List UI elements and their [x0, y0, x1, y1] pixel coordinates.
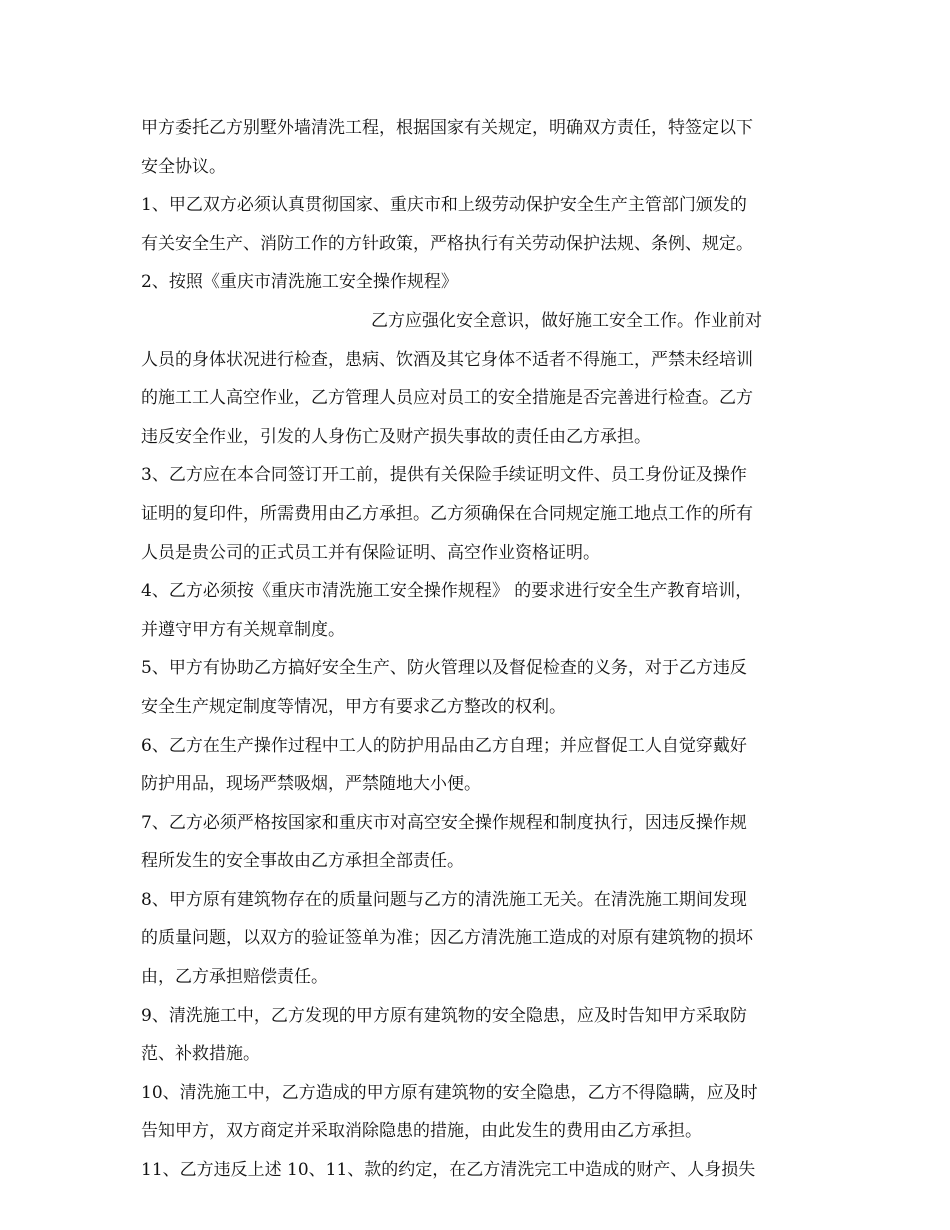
- text-line: 安全协议。: [141, 156, 226, 177]
- clause-7-line: 7、乙方必须严格按国家和重庆市对高空安全操作规程和制度执行，因违反操作规: [141, 812, 747, 833]
- text-line: 范、补救措施。: [141, 1044, 260, 1065]
- text-line: 违反安全作业，引发的人身伤亡及财产损失事故的责任由乙方承担。: [141, 426, 651, 447]
- text-line: 程所发生的安全事故由乙方承担全部责任。: [141, 851, 464, 872]
- text-line: 甲方委托乙方别墅外墙清洗工程，根据国家有关规定，明确双方责任，特签定以下: [141, 118, 753, 138]
- clause-4-line: 4、乙方必须按《重庆市清洗施工安全操作规程》 的要求进行安全生产教育培训，: [141, 581, 753, 602]
- clause-6-line: 6、乙方在生产操作过程中工人的防护用品由乙方自理；并应督促工人自觉穿戴好: [141, 735, 747, 756]
- agreement-body: [141, 109, 811, 1190]
- clause-5-line: 5、甲方有协助乙方搞好安全生产、防火管理以及督促检查的义务，对于乙方违反: [141, 658, 747, 679]
- text-line: 的施工工人高空作业，乙方管理人员应对员工的安全措施是否完善进行检查。乙方: [141, 388, 753, 409]
- clause-8-line: 8、甲方原有建筑物存在的质量问题与乙方的清洗施工无关。在清洗施工期间发现: [141, 889, 747, 910]
- clause-10-line: 10、清洗施工中，乙方造成的甲方原有建筑物的安全隐患，乙方不得隐瞒，应及时: [141, 1082, 758, 1103]
- text-line: 告知甲方，双方商定并采取消除隐患的措施，由此发生的费用由乙方承担。: [141, 1121, 702, 1142]
- clause-3-line: 3、乙方应在本合同签订开工前，提供有关保险手续证明文件、员工身份证及操作: [141, 465, 747, 486]
- text-line: 人员的身体状况进行检查，患病、饮酒及其它身体不适者不得施工，严禁未经培训: [141, 349, 753, 370]
- text-line: 防护用品，现场严禁吸烟，严禁随地大小便。: [141, 774, 481, 795]
- text-line: 由，乙方承担赔偿责任。: [141, 967, 328, 988]
- clause-1-line: 1、甲乙双方必须认真贯彻国家、重庆市和上级劳动保护安全生产主管部门颁发的: [141, 195, 747, 216]
- text-line: 有关安全生产、消防工作的方针政策，严格执行有关劳动保护法规、条例、规定。: [141, 233, 753, 254]
- text-line: 的质量问题，以双方的验证签单为准；因乙方清洗施工造成的对原有建筑物的损坏: [141, 928, 753, 949]
- text-line: 并遵守甲方有关规章制度。: [141, 619, 345, 640]
- clause-11-line: 11、乙方违反上述 10、11、款的约定，在乙方清洗完工中造成的财产、人身损失: [141, 1160, 756, 1181]
- text-line: 证明的复印件，所需费用由乙方承担。乙方须确保在合同规定施工地点工作的所有: [141, 503, 753, 524]
- text-line: 人员是贵公司的正式员工并有保险证明、高空作业资格证明。: [141, 542, 600, 563]
- clause-9-line: 9、清洗施工中，乙方发现的甲方原有建筑物的安全隐患，应及时告知甲方采取防: [141, 1005, 747, 1026]
- text-line: 安全生产规定制度等情况，甲方有要求乙方整改的权利。: [141, 696, 566, 717]
- clause-2-line: 2、按照《重庆市清洗施工安全操作规程》: [141, 272, 458, 293]
- text-line-indented: 乙方应强化安全意识，做好施工安全工作。作业前对: [371, 310, 762, 331]
